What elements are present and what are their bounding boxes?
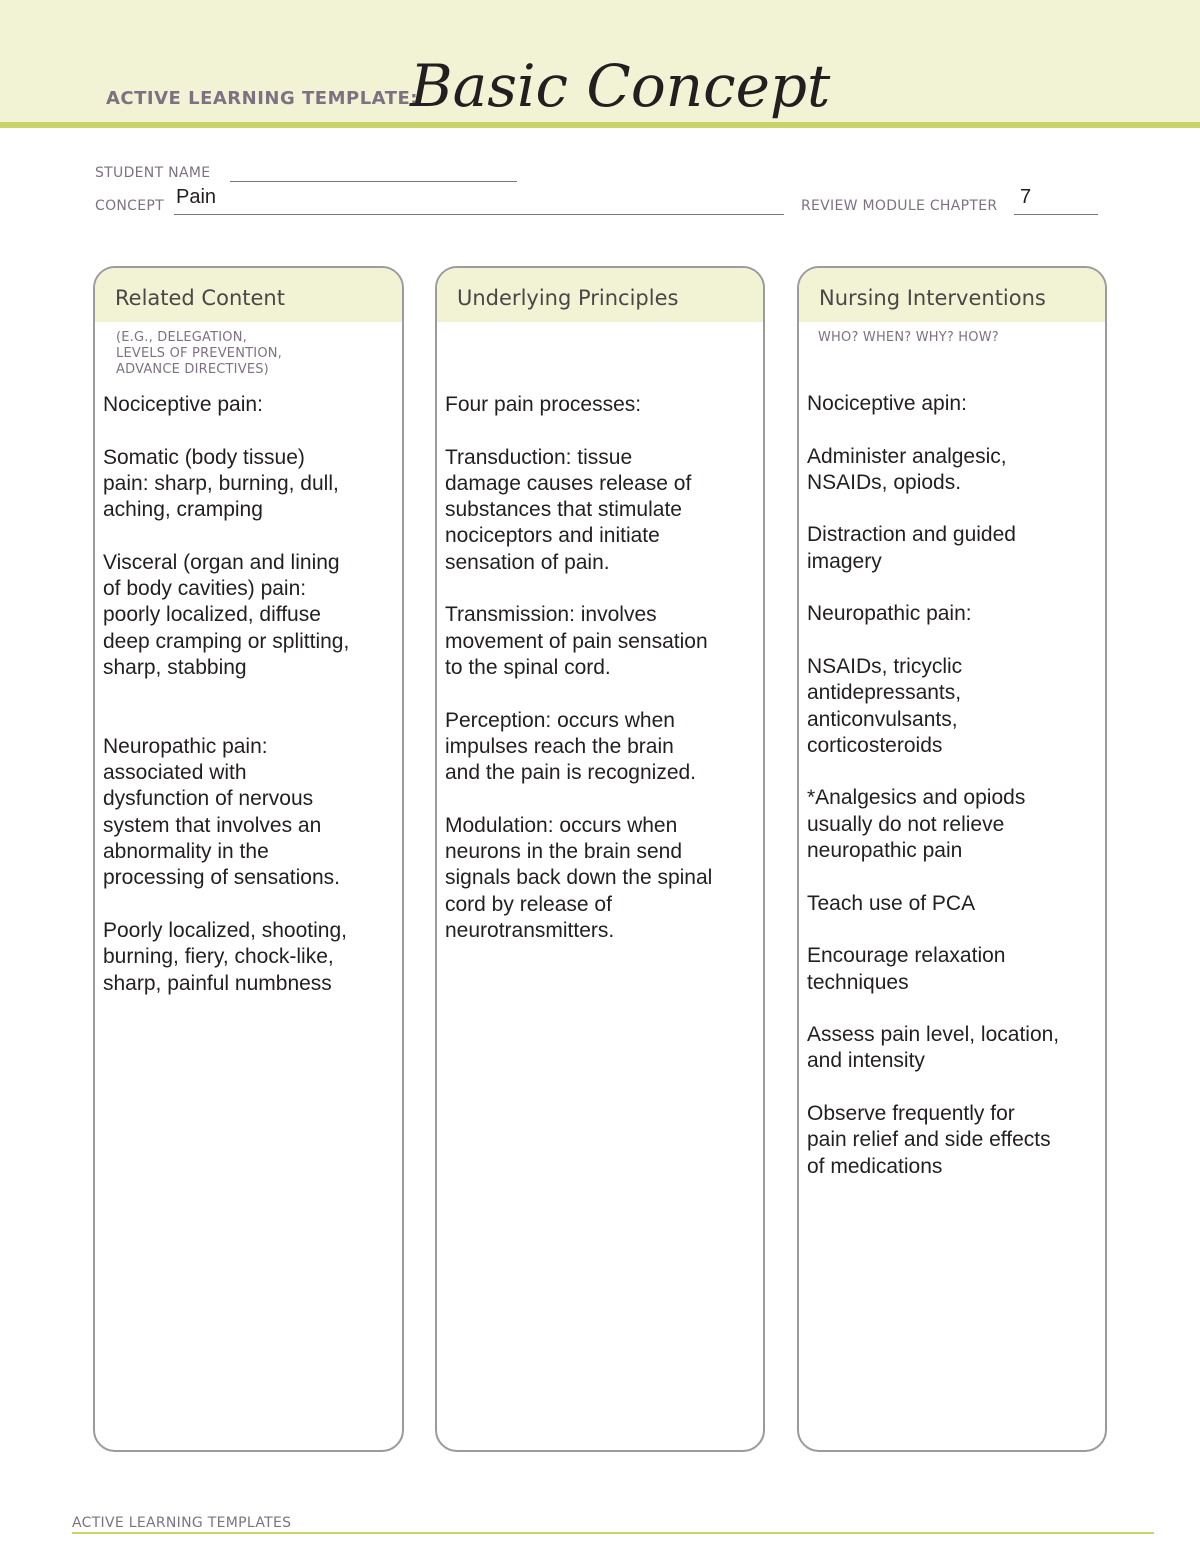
template-label: ACTIVE LEARNING TEMPLATE: bbox=[106, 88, 418, 109]
underlying-principles-body[interactable]: Four pain processes: Transduction: tissue damage causes release of substances that stimulate nociceptors and initiate sensation of pain. Transmission: involves movement of pain sensation to the spinal cord. Perception: occurs when impulses reach the brain and the pain is recognized. Modulation: occurs when neurons in the brain send signals back down the spinal cord by release of neurotransmitters. bbox=[445, 393, 713, 942]
related-content-body[interactable]: Nociceptive pain: Somatic (body tissue) pain: sharp, burning, dull, aching, cramping Visceral (organ and lining of body cavities) pain: poorly localized, diffuse deep cramping or splitting, sharp, stabbing Neuropathic pain: associated with dysfunction of nervous system that involves an abnormality in the processing of sensations. Poorly localized, shooting, burning, fiery, chock-like, sharp, painful numbness bbox=[103, 393, 350, 995]
concept-value: Pain bbox=[176, 186, 217, 208]
related-content-subtitle: (E.G., DELEGATION, LEVELS OF PREVENTION, ADVANCE DIRECTIVES) bbox=[116, 330, 283, 377]
related-content-title: Related Content bbox=[95, 268, 402, 322]
underlying-principles-title: Underlying Principles bbox=[437, 268, 763, 322]
nursing-interventions-box bbox=[797, 266, 1107, 1452]
template-title: Basic Concept bbox=[410, 52, 831, 120]
concept-field[interactable] bbox=[174, 214, 784, 215]
header-rule bbox=[0, 122, 1200, 128]
review-module-value: 7 bbox=[1020, 186, 1032, 208]
nursing-interventions-subtitle: WHO? WHEN? WHY? HOW? bbox=[818, 330, 999, 345]
concept-label: CONCEPT bbox=[95, 198, 164, 214]
review-module-label: REVIEW MODULE CHAPTER bbox=[801, 198, 998, 214]
footer-rule bbox=[72, 1532, 1154, 1534]
underlying-principles-box bbox=[435, 266, 765, 1452]
footer-label: ACTIVE LEARNING TEMPLATES bbox=[72, 1515, 292, 1531]
nursing-interventions-title: Nursing Interventions bbox=[799, 268, 1105, 322]
nursing-interventions-body[interactable]: Nociceptive apin: Administer analgesic, NSAIDs, opiods. Distraction and guided imagery Neuropathic pain: NSAIDs, tricyclic antidepressants, anticonvulsants, corticosteroids *Analgesics and opiods usually do not relieve neuropathic pain Teach use of PCA Encourage relaxation techniques Assess pain level, location, and intensity Observe frequently for pain relief and side effects of medications bbox=[807, 392, 1060, 1178]
review-module-field[interactable] bbox=[1014, 214, 1098, 215]
student-name-field[interactable] bbox=[230, 181, 517, 182]
student-name-label: STUDENT NAME bbox=[95, 165, 211, 181]
related-content-box bbox=[93, 266, 404, 1452]
